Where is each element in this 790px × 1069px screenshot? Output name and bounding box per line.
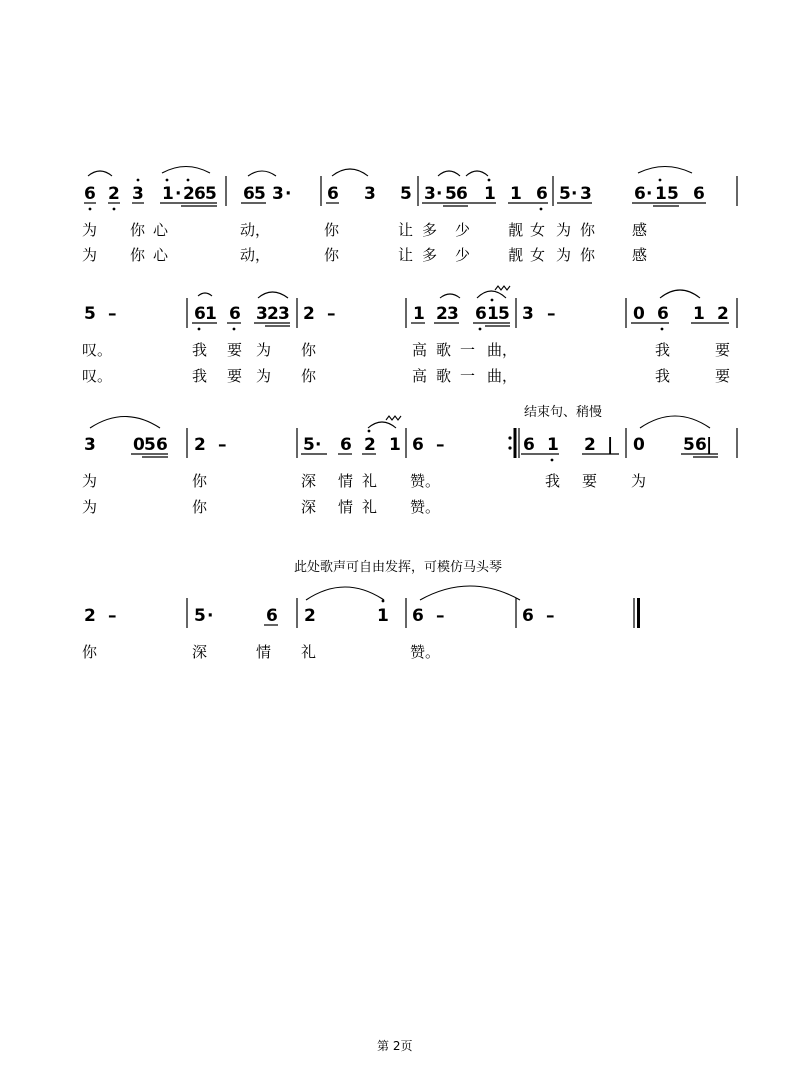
note: 1	[389, 435, 401, 455]
note: 5	[194, 606, 206, 626]
lyric: 你	[130, 246, 146, 264]
lyric: 高	[412, 341, 428, 359]
lyric: 你	[301, 367, 317, 385]
trill-ornament	[386, 416, 401, 420]
lyric: 你	[82, 643, 98, 661]
note: 2	[364, 435, 376, 455]
note: 6	[522, 606, 534, 626]
note: ·	[571, 184, 578, 204]
note: 0	[133, 435, 145, 455]
note: 2	[194, 435, 206, 455]
trill-ornament	[495, 286, 510, 290]
lyric: 我	[545, 472, 561, 490]
note: 3	[278, 304, 290, 324]
note: 6	[475, 304, 487, 324]
note: 1	[487, 304, 499, 324]
lyric: 少	[455, 246, 471, 264]
note: 2	[303, 304, 315, 324]
lyric: 多	[422, 221, 438, 239]
note: 5	[498, 304, 510, 324]
note: 1	[547, 435, 559, 455]
lyric: 深	[192, 643, 208, 661]
lyric: 要	[715, 341, 731, 359]
note: 2	[108, 184, 120, 204]
note: ·	[646, 184, 653, 204]
lyric: 为	[82, 246, 98, 264]
final-barline	[634, 598, 639, 628]
note: 2	[584, 435, 596, 455]
note: 6	[523, 435, 535, 455]
lyric: 为	[82, 221, 98, 239]
lyric: 情	[338, 498, 354, 516]
system-4	[82, 559, 639, 661]
note: 6	[243, 184, 255, 204]
page-number: 第 2页	[377, 1039, 413, 1053]
note: 1	[693, 304, 705, 324]
lyric: 情	[256, 643, 272, 661]
lyric: 曲，	[487, 341, 518, 359]
lyric: 动，	[240, 246, 271, 264]
lyric: 叹。	[82, 367, 113, 385]
note: 3	[447, 304, 459, 324]
lyric: 为	[256, 341, 272, 359]
note: 6	[657, 304, 669, 324]
lyric: 少	[455, 221, 471, 239]
lyric: 多	[422, 246, 438, 264]
note: 6	[536, 184, 548, 204]
lyric: 我	[192, 341, 208, 359]
note: 2	[436, 304, 448, 324]
lyric: 你	[324, 221, 340, 239]
note: 3	[84, 435, 96, 455]
lyric: 你	[130, 221, 146, 239]
note: 2	[84, 606, 96, 626]
note: 1	[655, 184, 667, 204]
lyric: 深	[301, 472, 317, 490]
note: –	[547, 304, 556, 324]
lyric: 你	[580, 246, 596, 264]
note: 2	[304, 606, 316, 626]
lyric: 赞。	[410, 643, 441, 661]
lyric: 你	[192, 498, 208, 516]
note: 3	[364, 184, 376, 204]
note: 5	[254, 184, 266, 204]
note: 5	[400, 184, 412, 204]
lyric: 你	[324, 246, 340, 264]
note: 6	[266, 606, 278, 626]
note: 1	[413, 304, 425, 324]
repeat-start-sign	[508, 428, 519, 458]
lyric: 礼	[301, 643, 317, 661]
note: |	[607, 435, 614, 455]
lyric: 靓	[508, 221, 524, 239]
system-3	[82, 404, 737, 516]
note: –	[108, 606, 117, 626]
note: 6	[634, 184, 646, 204]
lyric: 要	[715, 367, 731, 385]
lyric: 赞。	[410, 472, 441, 490]
note: 6	[229, 304, 241, 324]
lyric: 为	[82, 472, 98, 490]
note: 5	[144, 435, 156, 455]
note: 5	[205, 184, 217, 204]
note: 1	[484, 184, 496, 204]
note: 1	[162, 184, 174, 204]
note: ·	[207, 606, 214, 626]
note: –	[436, 435, 445, 455]
note: ·	[436, 184, 443, 204]
lyric: 歌	[436, 341, 452, 359]
note: 6	[340, 435, 352, 455]
lyric: 情	[338, 472, 354, 490]
lyric: 让	[398, 221, 414, 239]
note: –	[436, 606, 445, 626]
note: 5	[84, 304, 96, 324]
note: 6	[84, 184, 96, 204]
note: 5	[303, 435, 315, 455]
lyric: 礼	[362, 498, 378, 516]
lyric: 高	[412, 367, 428, 385]
note: 6	[194, 304, 206, 324]
lyric: 礼	[362, 472, 378, 490]
lyric: 深	[301, 498, 317, 516]
note: –	[108, 304, 117, 324]
note: 1	[510, 184, 522, 204]
note: 3	[256, 304, 268, 324]
note: 5	[559, 184, 571, 204]
lyric: 女	[530, 246, 546, 264]
note: 6	[156, 435, 168, 455]
note: 2	[183, 184, 195, 204]
note: 0	[633, 435, 645, 455]
note: –	[218, 435, 227, 455]
note: 3	[580, 184, 592, 204]
note: 3	[522, 304, 534, 324]
lyric: 心	[153, 221, 169, 239]
note: 5	[683, 435, 695, 455]
note: 6	[327, 184, 339, 204]
lyric: 感	[632, 221, 648, 239]
tempo-annotation: 结束句、稍慢	[524, 405, 603, 420]
lyric: 曲，	[487, 367, 518, 385]
lyric: 赞。	[410, 498, 441, 516]
note: 6	[412, 435, 424, 455]
lyric: 你	[192, 472, 208, 490]
note: 5	[445, 184, 457, 204]
note: –	[546, 606, 555, 626]
lyric: 让	[398, 246, 414, 264]
note: ·	[175, 184, 182, 204]
system-2	[82, 286, 737, 385]
note: 3	[132, 184, 144, 204]
lyric: 我	[192, 367, 208, 385]
lyric: 为	[82, 498, 98, 516]
lyric: 叹。	[82, 341, 113, 359]
note: 5	[667, 184, 679, 204]
lyric: 动，	[240, 221, 271, 239]
lyric: 感	[632, 246, 648, 264]
note: 0	[633, 304, 645, 324]
note: |	[706, 435, 713, 455]
note: 6	[693, 184, 705, 204]
lyric: 我	[655, 367, 671, 385]
note: 6	[456, 184, 468, 204]
note: 6	[194, 184, 206, 204]
note: 6	[695, 435, 707, 455]
lyric: 要	[227, 341, 243, 359]
lyric: 要	[227, 367, 243, 385]
note: ·	[285, 184, 292, 204]
note: 3	[272, 184, 284, 204]
lyric: 要	[582, 472, 598, 490]
lyric: 你	[301, 341, 317, 359]
note: 3	[424, 184, 436, 204]
lyric: 女	[530, 221, 546, 239]
lyric: 为	[556, 221, 572, 239]
lyric: 歌	[436, 367, 452, 385]
lyric: 一	[460, 367, 476, 385]
system-1	[82, 167, 737, 265]
lyric: 为	[556, 246, 572, 264]
lyric: 为	[256, 367, 272, 385]
lyric: 一	[460, 341, 476, 359]
note: 1	[377, 606, 389, 626]
note: 1	[205, 304, 217, 324]
lyric: 我	[655, 341, 671, 359]
note: –	[327, 304, 336, 324]
note: ·	[315, 435, 322, 455]
note: 2	[267, 304, 279, 324]
lyric: 你	[580, 221, 596, 239]
lyric: 心	[153, 246, 169, 264]
performance-annotation: 此处歌声可自由发挥，可模仿马头琴	[294, 560, 503, 575]
note: 6	[412, 606, 424, 626]
lyric: 为	[631, 472, 647, 490]
note: 2	[717, 304, 729, 324]
lyric: 靓	[508, 246, 524, 264]
